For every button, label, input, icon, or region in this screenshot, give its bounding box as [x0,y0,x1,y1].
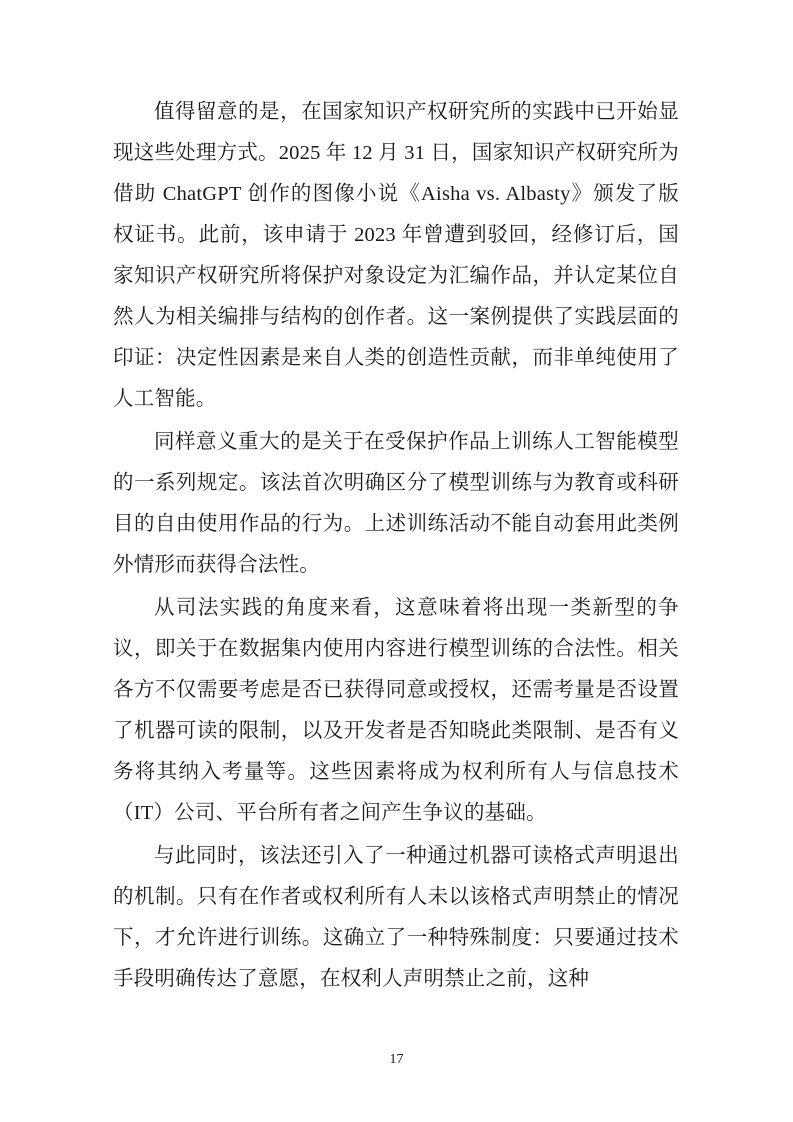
paragraph: 与此同时，该法还引入了一种通过机器可读格式声明退出的机制。只有在作者或权利所有人未以该格式声明禁止的情况下，才允许进行训练。这确立了一种特殊制度：只要通过技术手段明确传达了意愿，在权利人声明禁止之前，这种 [113,845,679,990]
paragraph: 值得留意的是，在国家知识产权研究所的实践中已开始显现这些处理方式。2025 年 12 月 31 日，国家知识产权研究所为借助 ChatGPT 创作的图像小说《Aisha vs. Albasty》颁发了版权证书。此前，该申请于 2023 年曾遭到驳回，经修订后，国家知识产权研究所将保护对象设定为汇编作品，并认定某位自然人为相关编排与结构的创作者。这一案例提供了实践层面的印证：决定性因素是来自人类的创造性贡献，而非单纯使用了人工智能。 [113,101,679,410]
paragraph: 从司法实践的角度来看，这意味着将出现一类新型的争议，即关于在数据集内使用内容进行模型训练的合法性。相关各方不仅需要考虑是否已获得同意或授权，还需考量是否设置了机器可读的限制，以及开发者是否知晓此类限制、是否有义务将其纳入考量等。这些因素将成为权利所有人与信息技术（IT）公司、平台所有者之间产生争议的基础。 [113,597,679,824]
page-body [113,92,679,1002]
page-number: 17 [389,1052,404,1067]
paragraph: 同样意义重大的是关于在受保护作品上训练人工智能模型的一系列规定。该法首次明确区分了模型训练与为教育或科研目的自由使用作品的行为。上述训练活动不能自动套用此类例外情形而获得合法性。 [113,431,679,576]
